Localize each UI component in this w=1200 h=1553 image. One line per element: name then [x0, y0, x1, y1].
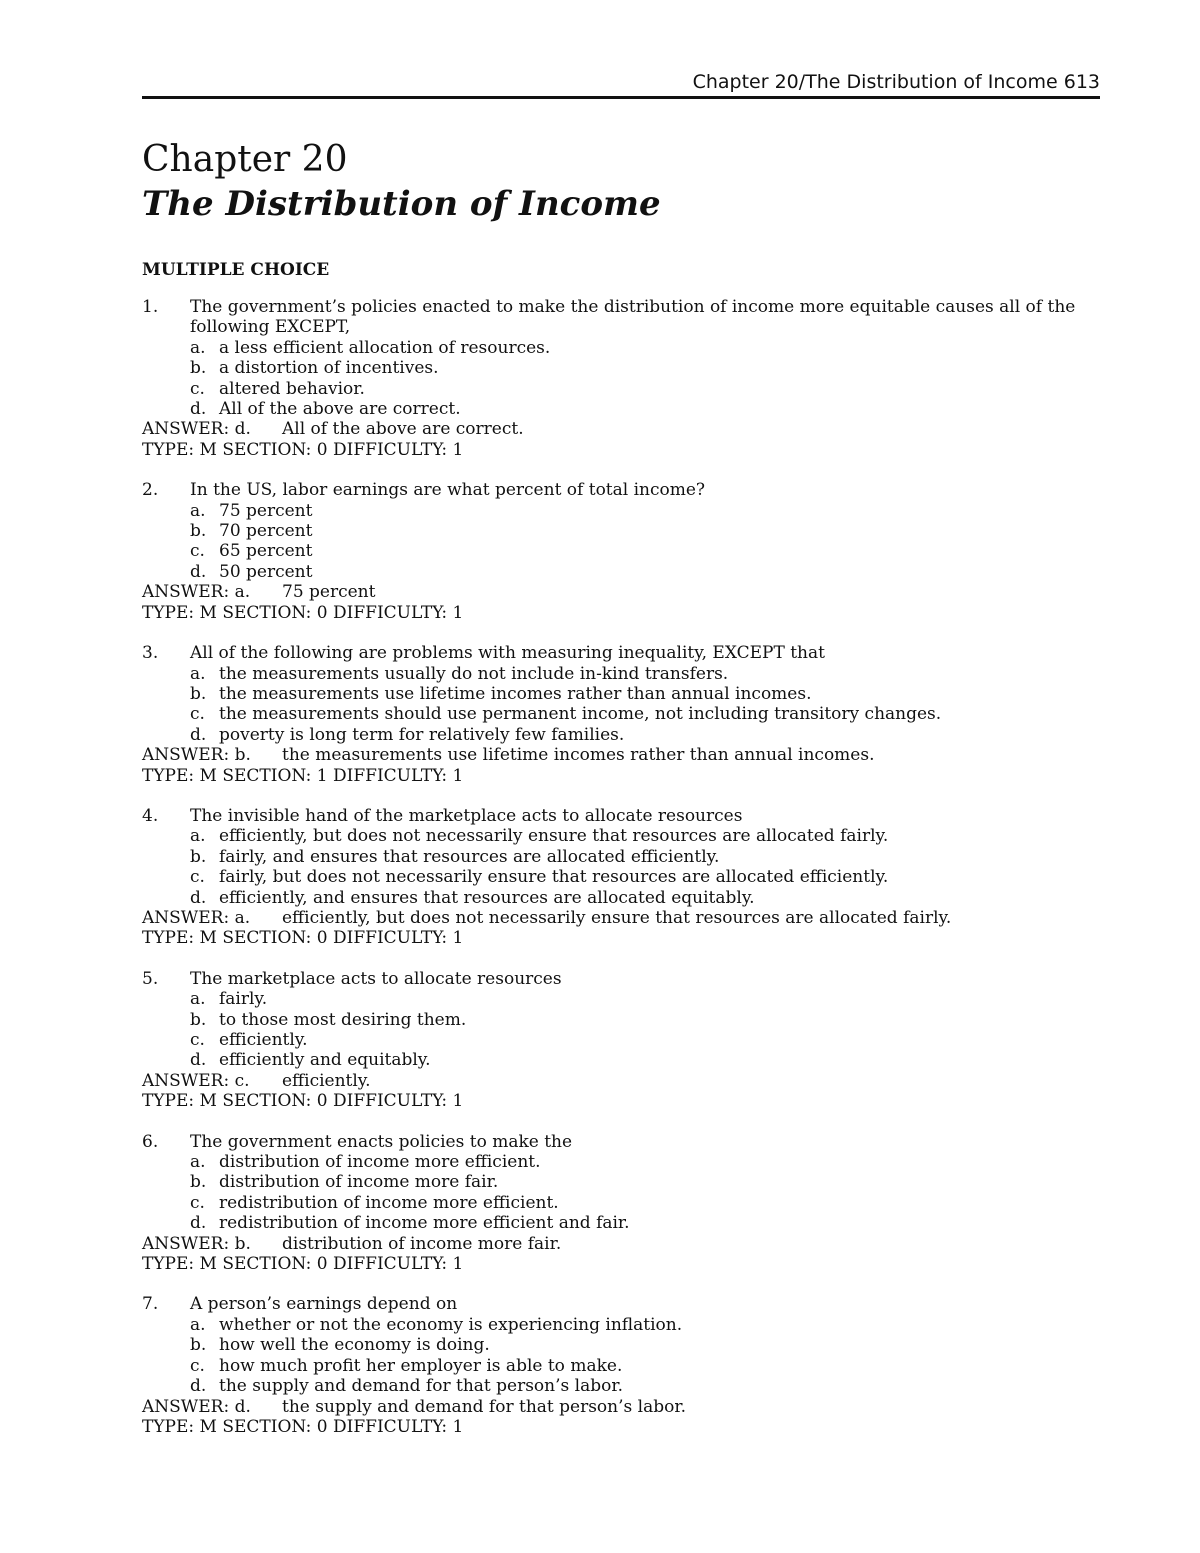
- answer-choice: [142, 358, 1100, 378]
- choice-text: 70 percent: [219, 521, 313, 542]
- answer-text: efficiently.: [282, 1070, 371, 1091]
- answer-choice: [142, 989, 1100, 1009]
- answer-line: [142, 582, 1100, 602]
- choice-letter: b.: [190, 683, 207, 704]
- question-item: [142, 480, 1100, 623]
- question-number: 4.: [142, 805, 159, 826]
- choice-text: how much profit her employer is able to make.: [219, 1355, 623, 1376]
- type-section-difficulty: TYPE: M SECTION: 0 DIFFICULTY: 1: [142, 1091, 464, 1112]
- question-number: 1.: [142, 297, 159, 317]
- question-item: [142, 1132, 1100, 1275]
- answer-text: efficiently, but does not necessarily ensure that resources are allocated fairly.: [282, 907, 952, 928]
- choice-text: fairly, and ensures that resources are allocated efficiently.: [219, 846, 720, 867]
- choice-text: a less efficient allocation of resources.: [219, 337, 551, 358]
- choice-text: to those most desiring them.: [219, 1009, 467, 1030]
- answer-choice: [142, 1315, 1100, 1335]
- answer-choice: [142, 684, 1100, 704]
- choice-letter: b.: [190, 521, 207, 542]
- choice-text: distribution of income more fair.: [219, 1172, 499, 1193]
- question-text: All of the following are problems with measuring inequality, EXCEPT that: [190, 643, 825, 664]
- choice-letter: a.: [190, 1152, 206, 1173]
- answer-text: 75 percent: [282, 582, 376, 603]
- choice-text: how well the economy is doing.: [219, 1335, 490, 1356]
- answer-choice: [142, 379, 1100, 399]
- answer-choice: [142, 1335, 1100, 1355]
- choice-letter: c.: [190, 704, 205, 725]
- choice-text: fairly.: [219, 989, 268, 1010]
- type-section-difficulty: TYPE: M SECTION: 0 DIFFICULTY: 1: [142, 1416, 464, 1437]
- choice-letter: c.: [190, 378, 205, 399]
- answer-label: ANSWER: a.: [142, 582, 251, 603]
- answer-choice: [142, 725, 1100, 745]
- answer-line: [142, 745, 1100, 765]
- type-section-difficulty: TYPE: M SECTION: 0 DIFFICULTY: 1: [142, 928, 464, 949]
- question-number: 6.: [142, 1131, 159, 1152]
- question-number: 2.: [142, 480, 159, 501]
- choice-letter: b.: [190, 846, 207, 867]
- chapter-subtitle: The Distribution of Income: [142, 184, 661, 224]
- question-item: [142, 969, 1100, 1112]
- answer-label: ANSWER: c.: [142, 1070, 250, 1091]
- answer-choice: [142, 1172, 1100, 1192]
- answer-choice: [142, 1152, 1100, 1172]
- type-section-difficulty: TYPE: M SECTION: 0 DIFFICULTY: 1: [142, 602, 464, 623]
- choice-text: altered behavior.: [219, 378, 365, 399]
- page-header: [142, 70, 1100, 99]
- choice-text: distribution of income more efficient.: [219, 1152, 541, 1173]
- choice-text: 50 percent: [219, 561, 313, 582]
- choice-text: redistribution of income more efficient.: [219, 1192, 559, 1213]
- question-list: [142, 297, 1100, 1457]
- answer-choice: [142, 704, 1100, 724]
- choice-text: efficiently.: [219, 1030, 308, 1050]
- question-text: The government’s policies enacted to make the distribution of income more equitable causes all of the following EXCEPT,: [190, 297, 1076, 338]
- question-text: The marketplace acts to allocate resources: [190, 968, 562, 989]
- question-number: 7.: [142, 1294, 159, 1315]
- choice-text: the measurements should use permanent income, not including transitory changes.: [219, 704, 942, 725]
- choice-text: 75 percent: [219, 500, 313, 521]
- answer-label: ANSWER: d.: [142, 1396, 251, 1417]
- answer-label: ANSWER: d.: [142, 419, 251, 440]
- question-stem: [142, 1132, 1100, 1152]
- choice-letter: a.: [190, 826, 206, 847]
- answer-choice: [142, 1376, 1100, 1396]
- answer-line: [142, 1397, 1100, 1417]
- type-section-difficulty: TYPE: M SECTION: 1 DIFFICULTY: 1: [142, 765, 464, 786]
- choice-letter: a.: [190, 1314, 206, 1335]
- question-item: [142, 643, 1100, 786]
- choice-letter: c.: [190, 1355, 205, 1376]
- answer-choice: [142, 1193, 1100, 1213]
- question-item: [142, 806, 1100, 949]
- choice-text: the measurements usually do not include in-kind transfers.: [219, 663, 729, 684]
- choice-letter: b.: [190, 1172, 207, 1193]
- answer-line: [142, 1071, 1100, 1091]
- choice-text: the measurements use lifetime incomes rather than annual incomes.: [219, 683, 812, 704]
- answer-text: the measurements use lifetime incomes rather than annual incomes.: [282, 745, 875, 766]
- section-title: MULTIPLE CHOICE: [142, 260, 330, 280]
- answer-choice: [142, 826, 1100, 846]
- question-stem: [142, 806, 1100, 826]
- answer-choice: [142, 521, 1100, 541]
- answer-choice: [142, 1010, 1100, 1030]
- question-number: 3.: [142, 643, 159, 664]
- choice-letter: a.: [190, 337, 206, 358]
- choice-letter: d.: [190, 561, 207, 582]
- answer-line: [142, 908, 1100, 928]
- chapter-number: Chapter 20: [142, 139, 348, 180]
- choice-text: efficiently and equitably.: [219, 1050, 431, 1071]
- answer-choice: [142, 541, 1100, 561]
- answer-choice: [142, 1213, 1100, 1233]
- answer-choice: [142, 867, 1100, 887]
- choice-text: the supply and demand for that person’s labor.: [219, 1376, 623, 1397]
- type-section-difficulty: TYPE: M SECTION: 0 DIFFICULTY: 1: [142, 439, 464, 460]
- choice-letter: b.: [190, 1335, 207, 1356]
- question-number: 5.: [142, 968, 159, 989]
- choice-letter: b.: [190, 1009, 207, 1030]
- answer-label: ANSWER: b.: [142, 745, 251, 766]
- answer-text: All of the above are correct.: [282, 419, 524, 440]
- answer-label: ANSWER: a.: [142, 907, 251, 928]
- choice-text: efficiently, but does not necessarily ensure that resources are allocated fairly.: [219, 826, 889, 847]
- choice-letter: b.: [190, 358, 207, 379]
- answer-choice: [142, 399, 1100, 419]
- question-item: [142, 1294, 1100, 1437]
- question-stem: [142, 643, 1100, 663]
- running-header: Chapter 20/The Distribution of Income 613: [692, 71, 1100, 93]
- answer-choice: [142, 664, 1100, 684]
- answer-choice: [142, 847, 1100, 867]
- question-text: The government enacts policies to make the: [190, 1131, 573, 1152]
- choice-letter: a.: [190, 663, 206, 684]
- answer-choice: [142, 1356, 1100, 1376]
- choice-letter: d.: [190, 1050, 207, 1071]
- answer-line: [142, 1234, 1100, 1254]
- choice-letter: d.: [190, 887, 207, 908]
- choice-text: efficiently, and ensures that resources are allocated equitably.: [219, 887, 755, 908]
- choice-text: fairly, but does not necessarily ensure that resources are allocated efficiently.: [219, 867, 889, 888]
- choice-text: All of the above are correct.: [219, 399, 461, 420]
- question-stem: [142, 969, 1100, 989]
- answer-choice: [142, 501, 1100, 521]
- question-item: [142, 297, 1100, 460]
- question-text: A person’s earnings depend on: [190, 1294, 458, 1315]
- type-section-difficulty: TYPE: M SECTION: 0 DIFFICULTY: 1: [142, 1254, 464, 1275]
- question-text: The invisible hand of the marketplace acts to allocate resources: [190, 805, 743, 826]
- choice-letter: c.: [190, 1192, 205, 1213]
- question-text: In the US, labor earnings are what percent of total income?: [190, 480, 706, 501]
- choice-letter: c.: [190, 541, 205, 562]
- choice-letter: a.: [190, 500, 206, 521]
- answer-choice: [142, 562, 1100, 582]
- choice-letter: c.: [190, 1030, 205, 1050]
- answer-choice: [142, 1030, 1100, 1050]
- answer-choice: [142, 338, 1100, 358]
- choice-letter: a.: [190, 989, 206, 1010]
- choice-letter: c.: [190, 867, 205, 888]
- choice-text: whether or not the economy is experiencing inflation.: [219, 1314, 683, 1335]
- answer-text: the supply and demand for that person’s labor.: [282, 1396, 686, 1417]
- choice-text: 65 percent: [219, 541, 313, 562]
- choice-letter: d.: [190, 399, 207, 420]
- choice-text: redistribution of income more efficient and fair.: [219, 1213, 630, 1234]
- choice-text: a distortion of incentives.: [219, 358, 439, 379]
- answer-line: [142, 419, 1100, 439]
- answer-label: ANSWER: b.: [142, 1233, 251, 1254]
- question-stem: [142, 1294, 1100, 1314]
- choice-text: poverty is long term for relatively few families.: [219, 724, 625, 745]
- choice-letter: d.: [190, 724, 207, 745]
- choice-letter: d.: [190, 1376, 207, 1397]
- question-stem: [142, 297, 1100, 338]
- question-stem: [142, 480, 1100, 500]
- answer-choice: [142, 1050, 1100, 1070]
- answer-choice: [142, 888, 1100, 908]
- choice-letter: d.: [190, 1213, 207, 1234]
- answer-text: distribution of income more fair.: [282, 1233, 562, 1254]
